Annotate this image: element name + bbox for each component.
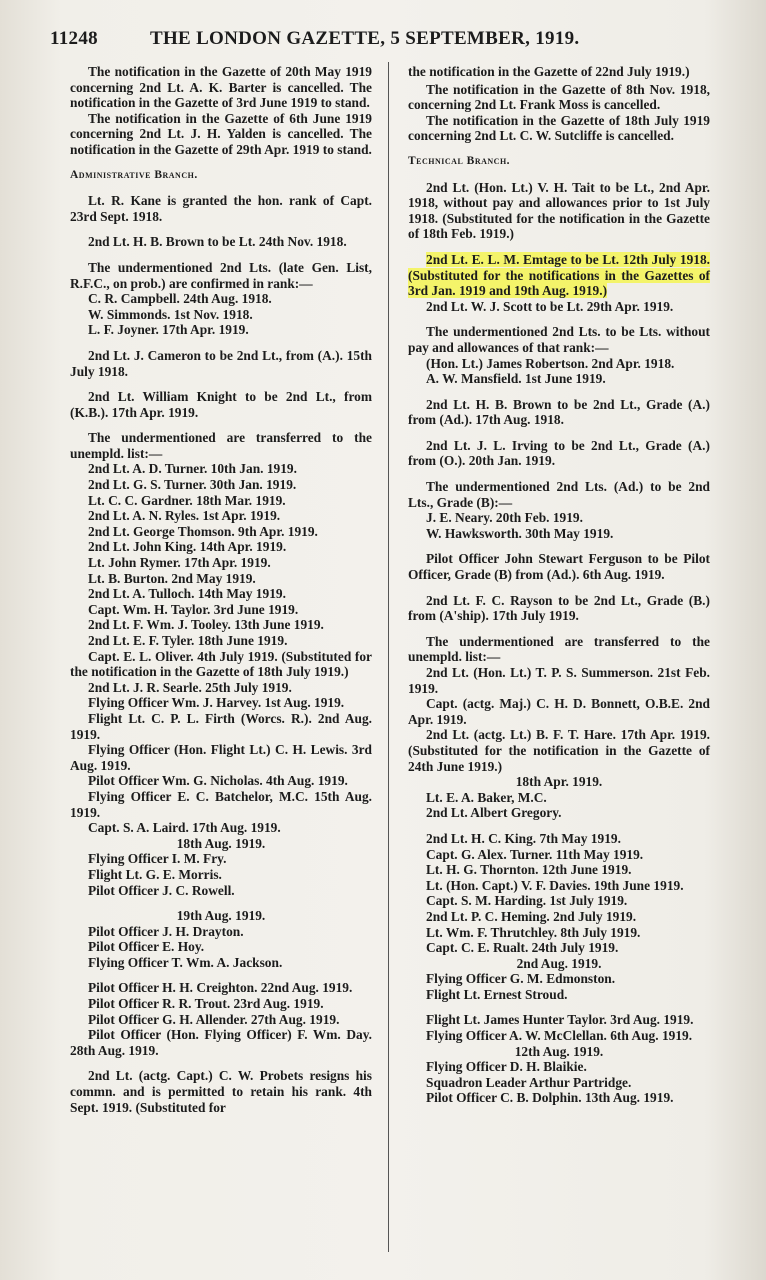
page-header (50, 28, 710, 52)
paragraph: The undermentioned are transferred to the unempld. list:— (408, 633, 710, 665)
list-item: 2nd Lt. A. Tulloch. 14th May 1919. (88, 586, 286, 602)
list-item: Capt. (actg. Maj.) C. H. D. Bonnett, O.B.E. 2nd Apr. 1919. (408, 696, 710, 727)
paragraph: 2nd Lt. (Hon. Lt.) V. H. Tait to be Lt., 2nd Apr. 1918, without pay and allowances prior to 1st July 1918. (Substituted for the notification in the Gazette of 18th Feb. 1919.) (408, 179, 710, 242)
list-item: Flight Lt. James Hunter Taylor. 3rd Aug. 1919. (426, 1012, 694, 1028)
page-number: 11248 (50, 28, 98, 49)
section-heading-technical: Technical Branch. (408, 154, 511, 167)
date-heading: 2nd Aug. 1919. (516, 955, 602, 971)
paragraph: 2nd Lt. W. J. Scott to be Lt. 29th Apr. 1919. (426, 298, 674, 314)
list-item: 2nd Lt. A. N. Ryles. 1st Apr. 1919. (88, 508, 281, 524)
list-item: Flying Officer I. M. Fry. (88, 851, 227, 867)
paragraph: 2nd Lt. (actg. Capt.) C. W. Probets resigns his commn. and is permitted to retain his rank. 4th Sept. 1919. (Substituted for (70, 1068, 372, 1115)
list-item: Flying Officer D. H. Blaikie. (426, 1059, 587, 1075)
list-item: Flying Officer T. Wm. A. Jackson. (88, 954, 283, 970)
left-column (70, 64, 372, 1125)
paragraph: The undermentioned 2nd Lts. (late Gen. List, R.F.C., on prob.) are confirmed in rank:— (70, 259, 372, 291)
paragraph: 2nd Lt. H. B. Brown to be 2nd Lt., Grade (A.) from (Ad.). 17th Aug. 1918. (408, 396, 710, 428)
list-item: Lt. C. C. Gardner. 18th Mar. 1919. (88, 492, 286, 508)
list-item: Lt. Wm. F. Thrutchley. 8th July 1919. (426, 924, 641, 940)
list-item: Lt. B. Burton. 2nd May 1919. (88, 570, 256, 586)
paragraph: The notification in the Gazette of 20th May 1919 concerning 2nd Lt. A. K. Barter is cancelled. The notification in the Gazette of 3rd June 1919 to stand. (70, 64, 372, 111)
list-item: 2nd Lt. (Hon. Lt.) T. P. S. Summerson. 21st Feb. 1919. (408, 665, 710, 696)
date-heading: 18th Aug. 1919. (176, 835, 266, 851)
list-item: Capt. E. L. Oliver. 4th July 1919. (Substituted for the notification in the Gazette of 18th July 1919.) (70, 648, 372, 680)
list-item: Flight Lt. C. P. L. Firth (Worcs. R.). 2nd Aug. 1919. (70, 710, 372, 742)
list-item: 2nd Lt. P. C. Heming. 2nd July 1919. (426, 908, 637, 924)
list-item: Flying Officer G. M. Edmonston. (426, 971, 616, 987)
list-item: J. E. Neary. 20th Feb. 1919. (426, 510, 583, 526)
paragraph: The undermentioned are transferred to the unempld. list:— (70, 430, 372, 461)
list-item: Flight Lt. G. E. Morris. (88, 866, 222, 882)
list-item: Pilot Officer C. B. Dolphin. 13th Aug. 1919. (426, 1090, 674, 1106)
paragraph: Pilot Officer R. R. Trout. 23rd Aug. 1919. (88, 996, 324, 1012)
list-item: Capt. S. A. Laird. 17th Aug. 1919. (88, 820, 281, 836)
paragraph: The notification in the Gazette of 8th Nov. 1918, concerning 2nd Lt. Frank Moss is cancelled. (408, 81, 710, 113)
list-item: 2nd Lt. Albert Gregory. (426, 805, 562, 821)
paragraph-highlighted (408, 252, 710, 299)
date-heading: 18th Apr. 1919. (515, 774, 603, 790)
list-item: L. F. Joyner. 17th Apr. 1919. (88, 322, 249, 338)
highlight: 2nd Lt. E. L. M. Emtage to be Lt. 12th July 1918. (Substituted for the notifications in the Gazettes of 3rd Jan. 1919 and 19th Aug. 1919.) (408, 251, 710, 299)
list-item: Pilot Officer J. H. Drayton. (88, 923, 244, 939)
list-item: Capt. Wm. H. Taylor. 3rd June 1919. (88, 601, 299, 617)
paragraph: The undermentioned 2nd Lts. (Ad.) to be 2nd Lts., Grade (B):— (408, 479, 710, 510)
list-item: Flying Officer E. C. Batchelor, M.C. 15th Aug. 1919. (70, 788, 372, 820)
list-item: W. Simmonds. 1st Nov. 1918. (88, 306, 253, 322)
list-item: 2nd Lt. John King. 14th Apr. 1919. (88, 539, 287, 555)
list-item: C. R. Campbell. 24th Aug. 1918. (88, 291, 272, 307)
paragraph-continuation: the notification in the Gazette of 22nd July 1919.) (408, 64, 690, 79)
list-item: Pilot Officer E. Hoy. (88, 939, 205, 955)
column-divider (388, 62, 389, 1252)
paragraph: Pilot Officer John Stewart Ferguson to be Pilot Officer, Grade (B) from (Ad.). 6th Aug. 1919. (408, 551, 710, 583)
list-item: Lt. (Hon. Capt.) V. F. Davies. 19th June 1919. (426, 877, 684, 893)
paragraph: 2nd Lt. J. Cameron to be 2nd Lt., from (A.). 15th July 1918. (70, 347, 372, 379)
list-item: Capt. S. M. Harding. 1st July 1919. (426, 893, 628, 909)
paragraph: 2nd Lt. H. B. Brown to be Lt. 24th Nov. 1918. (88, 234, 347, 250)
list-item: Lt. H. G. Thornton. 12th June 1919. (426, 862, 632, 878)
list-item: Capt. C. E. Rualt. 24th July 1919. (426, 940, 619, 956)
list-item: Flight Lt. Ernest Stroud. (426, 986, 568, 1002)
list-item: Squadron Leader Arthur Partridge. (426, 1074, 632, 1090)
list-item: Lt. John Rymer. 17th Apr. 1919. (88, 555, 271, 571)
list-item: 2nd Lt. H. C. King. 7th May 1919. (426, 830, 621, 846)
list-item: 2nd Lt. George Thomson. 9th Apr. 1919. (88, 523, 318, 539)
paragraph: 2nd Lt. William Knight to be 2nd Lt., from (K.B.). 17th Apr. 1919. (70, 389, 372, 420)
date-heading: 12th Aug. 1919. (514, 1043, 604, 1059)
paragraph: 2nd Lt. F. C. Rayson to be 2nd Lt., Grade (B.) from (A'ship). 17th July 1919. (408, 592, 710, 624)
page-title: THE LONDON GAZETTE, 5 SEPTEMBER, 1919. (150, 28, 580, 49)
paragraph: Lt. R. Kane is granted the hon. rank of Capt. 23rd Sept. 1918. (70, 193, 372, 224)
list-item: 2nd Lt. J. R. Searle. 25th July 1919. (88, 679, 292, 695)
paragraph: Pilot Officer H. H. Creighton. 22nd Aug. 1919. (88, 980, 353, 996)
list-item: 2nd Lt. E. F. Tyler. 18th June 1919. (88, 633, 288, 648)
paragraph: The notification in the Gazette of 18th July 1919 concerning 2nd Lt. C. W. Sutcliffe is cancelled. (408, 112, 710, 144)
right-column (408, 64, 710, 1106)
paragraph: 2nd Lt. J. L. Irving to be 2nd Lt., Grade (A.) from (O.). 20th Jan. 1919. (408, 437, 710, 469)
list-item: A. W. Mansfield. 1st June 1919. (426, 371, 606, 387)
list-item: 2nd Lt. A. D. Turner. 10th Jan. 1919. (88, 461, 297, 477)
list-item: 2nd Lt. F. Wm. J. Tooley. 13th June 1919. (88, 617, 324, 633)
list-item: (Hon. Lt.) James Robertson. 2nd Apr. 1918. (426, 355, 675, 371)
list-item: Pilot Officer Wm. G. Nicholas. 4th Aug. 1919. (88, 773, 348, 789)
paragraph: The undermentioned 2nd Lts. to be Lts. without pay and allowances of that rank:— (408, 324, 710, 355)
paragraph: Pilot Officer (Hon. Flying Officer) F. Wm. Day. 28th Aug. 1919. (70, 1027, 372, 1058)
list-item: Pilot Officer J. C. Rowell. (88, 882, 235, 898)
list-item: Lt. E. A. Baker, M.C. (426, 789, 547, 805)
list-item: Flying Officer (Hon. Flight Lt.) C. H. Lewis. 3rd Aug. 1919. (70, 742, 372, 773)
list-item: Flying Officer Wm. J. Harvey. 1st Aug. 1919. (88, 695, 345, 711)
list-item: 2nd Lt. (actg. Lt.) B. F. T. Hare. 17th Apr. 1919. (Substituted for the notification in the Gazette of 24th June 1919.) (408, 727, 710, 774)
list-item: Capt. G. Alex. Turner. 11th May 1919. (426, 846, 644, 862)
paragraph: The notification in the Gazette of 6th June 1919 concerning 2nd Lt. J. H. Yalden is cancelled. The notification in the Gazette of 29th Apr. 1919 to stand. (70, 110, 372, 157)
list-item: W. Hawksworth. 30th May 1919. (426, 525, 614, 541)
section-heading-administrative: Administrative Branch. (70, 168, 198, 181)
date-heading: 19th Aug. 1919. (176, 908, 266, 924)
paragraph: Pilot Officer G. H. Allender. 27th Aug. 1919. (88, 1011, 340, 1027)
list-item: 2nd Lt. G. S. Turner. 30th Jan. 1919. (88, 477, 297, 493)
list-item: Flying Officer A. W. McClellan. 6th Aug. 1919. (426, 1028, 693, 1044)
